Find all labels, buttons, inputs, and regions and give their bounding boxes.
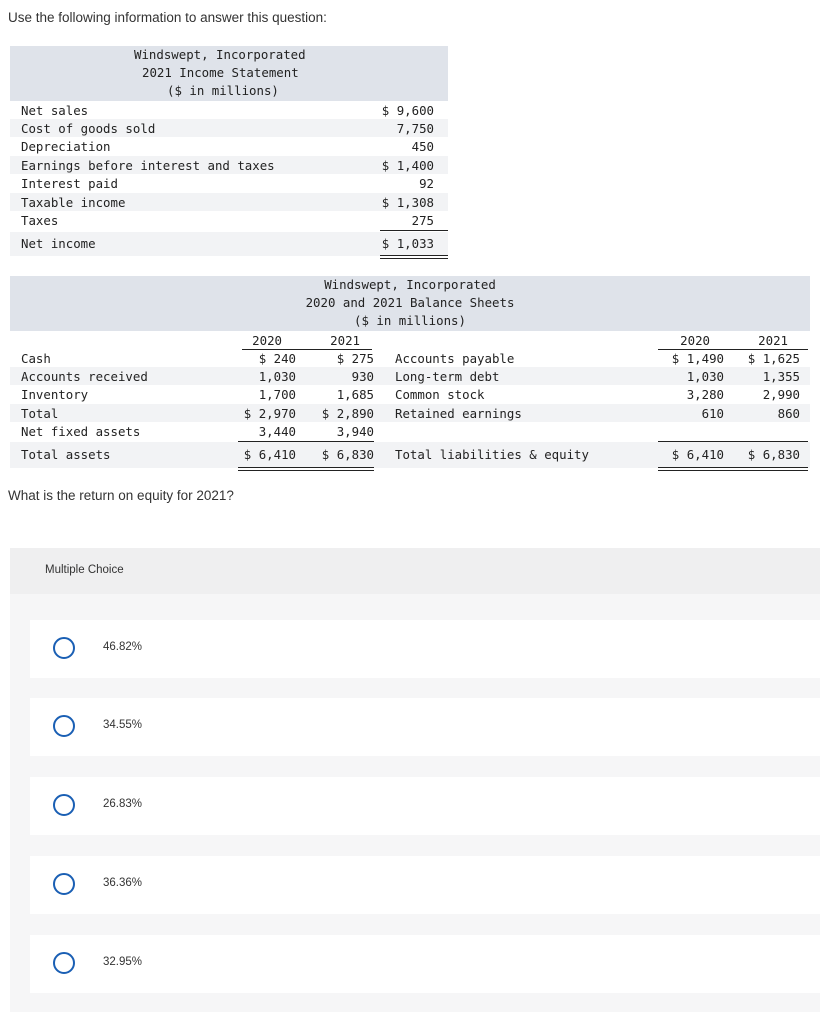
liability-2021: $ 1,625 [747, 351, 800, 366]
table-row [10, 232, 448, 256]
asset-2021: 3,940 [336, 424, 374, 439]
liability-2020: 1,030 [686, 369, 724, 384]
asset-label: Cash [21, 351, 51, 366]
row-value: $ 1,033 [381, 236, 434, 251]
liability-2021: $ 6,830 [747, 447, 800, 462]
table-row [10, 349, 810, 367]
asset-2021: $ 2,890 [321, 406, 374, 421]
income-statement-company: Windswept, Incorporated [134, 47, 306, 62]
multiple-choice-label: Multiple Choice [45, 564, 124, 576]
balance-sheet-years: 2020 and 2021 Balance Sheets [305, 295, 515, 310]
total-double-rule [658, 467, 808, 468]
choice-option[interactable] [30, 620, 820, 678]
liability-2021: 1,355 [762, 369, 800, 384]
liability-label: Accounts payable [395, 351, 515, 366]
asset-2020: 1,700 [258, 387, 296, 402]
liability-label: Common stock [395, 387, 485, 402]
row-label: Earnings before interest and taxes [21, 158, 275, 173]
income-statement-header [10, 46, 448, 101]
table-row [10, 137, 448, 155]
liability-2020: $ 1,490 [671, 351, 724, 366]
table-row [10, 119, 448, 137]
row-label: Net income [21, 236, 96, 251]
radio-button[interactable] [53, 715, 75, 737]
asset-2021: $ 6,830 [321, 447, 374, 462]
liability-2020: 3,280 [686, 387, 724, 402]
row-label: Interest paid [21, 176, 118, 191]
asset-label: Net fixed assets [21, 424, 141, 439]
asset-2021: 1,685 [336, 387, 374, 402]
choice-label: 36.36% [103, 877, 143, 889]
asset-2020: 1,030 [258, 369, 296, 384]
table-row [10, 101, 448, 119]
total-double-rule [380, 255, 448, 256]
liability-2020: 610 [701, 406, 724, 421]
table-row [10, 367, 810, 385]
choice-option[interactable] [30, 698, 820, 756]
row-label: Net sales [21, 103, 89, 118]
liability-2020: $ 6,410 [671, 447, 724, 462]
table-row [10, 442, 810, 468]
choice-label: 34.55% [103, 719, 143, 731]
total-double-rule [658, 470, 808, 471]
choice-option[interactable] [30, 777, 820, 835]
table-row [10, 174, 448, 192]
row-label: Taxable income [21, 195, 126, 210]
balance-sheet-units: ($ in millions) [354, 313, 466, 328]
row-value: $ 1,308 [381, 195, 434, 210]
radio-button[interactable] [53, 952, 75, 974]
income-statement-year: 2021 Income Statement [142, 65, 299, 80]
asset-label: Inventory [21, 387, 89, 402]
asset-2020: $ 6,410 [243, 447, 296, 462]
choice-label: 46.82% [103, 641, 143, 653]
total-double-rule [238, 467, 374, 468]
subtotal-rule [380, 230, 448, 231]
col-2021-header: 2021 [330, 333, 360, 348]
liability-2021: 2,990 [762, 387, 800, 402]
row-value: 92 [419, 176, 434, 191]
choice-label: 32.95% [103, 956, 143, 968]
liability-2021: 860 [777, 406, 800, 421]
table-row [10, 156, 448, 174]
liability-label: Total liabilities & equity [395, 447, 589, 462]
asset-2021: $ 275 [336, 351, 374, 366]
choice-option[interactable] [30, 935, 820, 993]
table-row [10, 211, 448, 229]
total-double-rule [380, 258, 448, 259]
row-value: $ 1,400 [381, 158, 434, 173]
asset-2020: 3,440 [258, 424, 296, 439]
asset-2020: $ 2,970 [243, 406, 296, 421]
asset-label: Accounts received [21, 369, 148, 384]
balance-sheet-header [10, 276, 810, 331]
table-row [10, 422, 810, 440]
multiple-choice-panel [10, 548, 820, 1012]
row-value: 450 [411, 139, 434, 154]
row-value: $ 9,600 [381, 103, 434, 118]
row-label: Cost of goods sold [21, 121, 156, 136]
table-row [10, 193, 448, 211]
total-double-rule [238, 470, 374, 471]
table-row [10, 385, 810, 403]
balance-sheet-table [10, 276, 810, 472]
income-statement-units: ($ in millions) [167, 83, 279, 98]
row-label: Depreciation [21, 139, 111, 154]
choice-option[interactable] [30, 856, 820, 914]
col-2020-header: 2020 [252, 333, 282, 348]
col-2021-header-liab: 2021 [758, 333, 788, 348]
row-value: 275 [411, 213, 434, 228]
asset-label: Total assets [21, 447, 111, 462]
multiple-choice-header [10, 548, 820, 594]
col-2020-header-liab: 2020 [680, 333, 710, 348]
radio-button[interactable] [53, 873, 75, 895]
income-statement-table [10, 46, 448, 258]
asset-2021: 930 [351, 369, 374, 384]
row-value: 7,750 [396, 121, 434, 136]
question-prompt: Use the following information to answer this question: [8, 10, 327, 25]
radio-button[interactable] [53, 637, 75, 659]
balance-sheet-company: Windswept, Incorporated [324, 277, 496, 292]
asset-label: Total [21, 406, 59, 421]
liability-label: Retained earnings [395, 406, 522, 421]
row-label: Taxes [21, 213, 59, 228]
question-text: What is the return on equity for 2021? [8, 488, 234, 503]
column-header-row [10, 331, 810, 349]
asset-2020: $ 240 [258, 351, 296, 366]
radio-button[interactable] [53, 794, 75, 816]
table-row [10, 404, 810, 422]
choice-label: 26.83% [103, 798, 143, 810]
liability-label: Long-term debt [395, 369, 500, 384]
